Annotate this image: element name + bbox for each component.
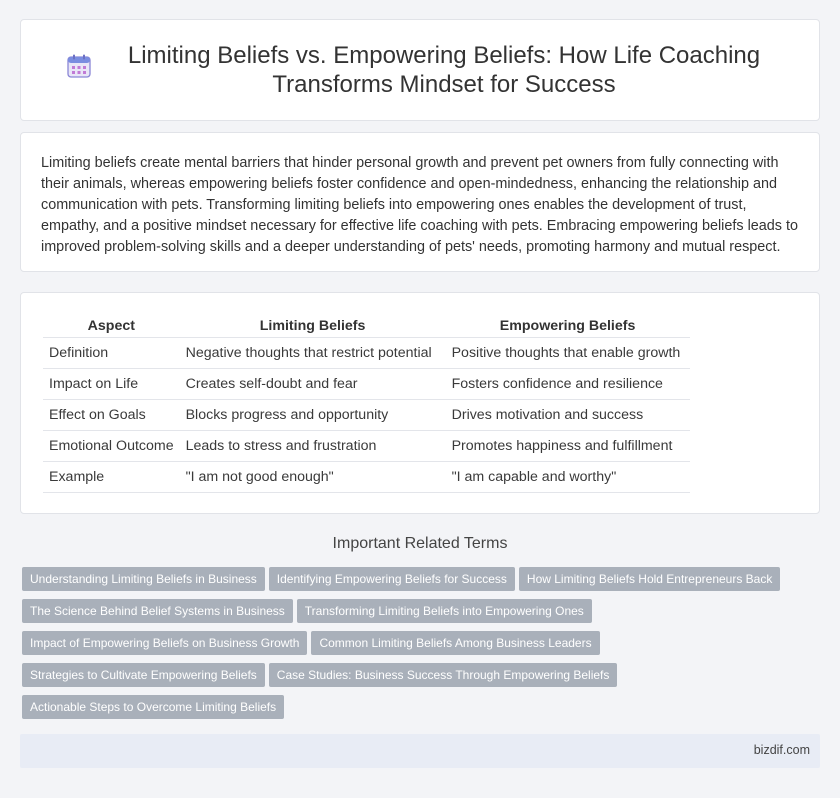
table-cell: "I am not good enough" <box>180 462 446 493</box>
calendar-icon <box>66 53 92 79</box>
table-row <box>43 400 690 431</box>
header-limiting: Limiting Beliefs <box>180 315 446 338</box>
intro-paragraph: Limiting beliefs create mental barriers that hinder personal growth and prevent pet owners from fully connecting with their animals, whereas empowering beliefs foster confidence and open-mindedness, enhancing the relationship and communication with pets. Transforming limiting beliefs into empowering ones enables the development of trust, empathy, and a positive mindset necessary for effective life coaching with pets. Embracing empowering beliefs leads to improved problem-solving skills and a deeper understanding of pets' needs, promoting harmony and mutual respect. <box>41 155 798 255</box>
table-cell: Definition <box>43 338 180 369</box>
table-cell: Positive thoughts that enable growth <box>446 338 690 369</box>
title-wrap <box>66 41 774 99</box>
footer <box>20 734 820 768</box>
table-cell: Emotional Outcome <box>43 431 180 462</box>
intro-card <box>20 132 820 272</box>
table-header-row <box>43 315 690 338</box>
comparison-table <box>43 315 690 493</box>
related-term-link[interactable]: Common Limiting Beliefs Among Business Leaders <box>311 631 599 655</box>
table-cell: Example <box>43 462 180 493</box>
table-cell: Creates self-doubt and fear <box>180 369 446 400</box>
related-terms-list <box>22 567 812 727</box>
table-cell: Blocks progress and opportunity <box>180 400 446 431</box>
related-term-link[interactable]: Actionable Steps to Overcome Limiting Beliefs <box>22 695 284 719</box>
page-title: Limiting Beliefs vs. Empowering Beliefs: How Life Coaching Transforms Mindset for Success <box>127 42 761 98</box>
comparison-table-card <box>20 292 820 514</box>
related-term-link[interactable]: Transforming Limiting Beliefs into Empowering Ones <box>297 599 592 623</box>
related-term-link[interactable]: Case Studies: Business Success Through Empowering Beliefs <box>269 663 618 687</box>
table-cell: Effect on Goals <box>43 400 180 431</box>
related-terms-heading: Important Related Terms <box>332 535 508 552</box>
table-cell: Leads to stress and frustration <box>180 431 446 462</box>
related-term-link[interactable]: Understanding Limiting Beliefs in Business <box>22 567 265 591</box>
title-card <box>20 19 820 121</box>
footer-site-link[interactable]: bizdif.com <box>753 743 810 757</box>
header-empowering: Empowering Beliefs <box>446 315 690 338</box>
table-cell: "I am capable and worthy" <box>446 462 690 493</box>
table-cell: Promotes happiness and fulfillment <box>446 431 690 462</box>
table-cell: Fosters confidence and resilience <box>446 369 690 400</box>
header-aspect: Aspect <box>43 315 180 338</box>
table-row <box>43 462 690 493</box>
related-term-link[interactable]: The Science Behind Belief Systems in Business <box>22 599 293 623</box>
related-term-link[interactable]: How Limiting Beliefs Hold Entrepreneurs Back <box>519 567 780 591</box>
table-cell: Drives motivation and success <box>446 400 690 431</box>
related-term-link[interactable]: Impact of Empowering Beliefs on Business Growth <box>22 631 307 655</box>
related-term-link[interactable]: Identifying Empowering Beliefs for Success <box>269 567 515 591</box>
table-row <box>43 431 690 462</box>
related-term-link[interactable]: Strategies to Cultivate Empowering Beliefs <box>22 663 265 687</box>
table-cell: Impact on Life <box>43 369 180 400</box>
table-row <box>43 338 690 369</box>
table-row <box>43 369 690 400</box>
table-cell: Negative thoughts that restrict potential <box>180 338 446 369</box>
